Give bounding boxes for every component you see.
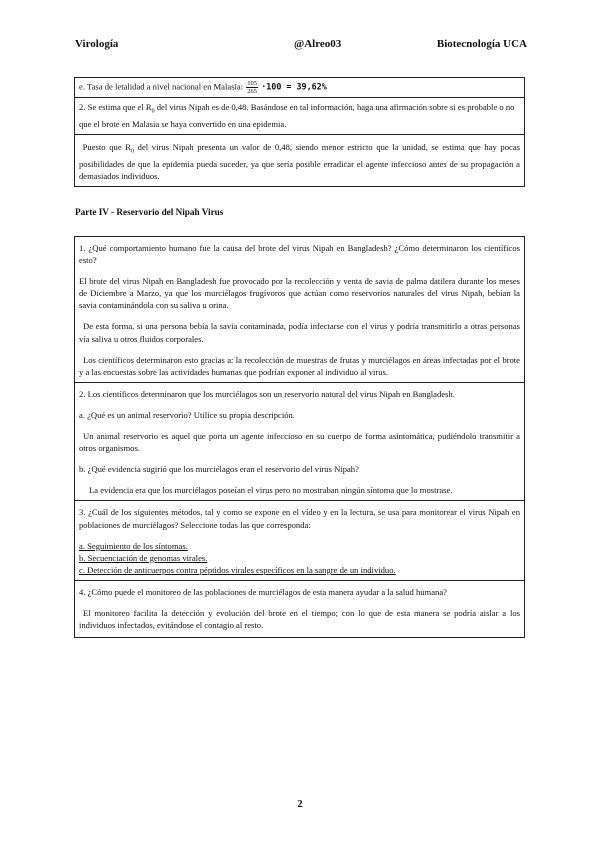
q3-option-c: c. Detección de anticuerpos contra péptidos virales específicos en la sangre de un individuo.	[79, 564, 396, 575]
section-title: Parte IV - Reservorio del Nipah Virus	[75, 207, 224, 217]
q2b-question: b. ¿Qué evidencia sugirió que los murciélagos eran el reservorio del virus Nipah?	[79, 464, 359, 475]
q2-question: 2. Los científicos determinaron que los murciélagos son un reservorio natural del virus Nipah en Bangladesh.	[79, 388, 455, 399]
q1-answer-p1: El brote del virus Nipah en Bangladesh fue provocado por la recolección y venta de savia de palma datilera durante los meses de Diciembre a Marzo, ya que los murciélagos frugívoros que actúan como reservorios naturales del virus Nipah, bebían la savia contaminándola con su saliva u orina.	[79, 276, 520, 311]
top-answer-box	[74, 77, 525, 187]
fraction-denominator: 265	[247, 88, 258, 95]
lethality-result: ·100 = 39,62%	[261, 81, 327, 92]
q2a-answer: Un animal reservorio es aquel que porta un agente infeccioso en su cuerpo de forma asintomática, pudiéndolo transmitir a otros organismos.	[79, 431, 520, 454]
r0-question-text-b: del virus Nipah es de 0,48. Basándose en tal información, haga una afirmación sobre si es probable o no que el brote en Malasia se haya convertido en una epidemia.	[79, 102, 515, 129]
header-degree: Biotecnología UCA	[436, 38, 527, 50]
q3-question: 3. ¿Cuál de los siguientes métodos, tal y como se expone en el vídeo y en la lectura, se usa para monitorear el virus Nipah en poblaciones de murciélagos? Seleccione todas las que corresponda:	[79, 507, 520, 530]
fraction-numerator: 105	[247, 80, 258, 87]
q4-answer: El monitoreo facilita la detección y evolución del brote en el tiempo; con lo que de esta manera se podría aislar a los individuos infectados, evitándose el contagio al resto.	[79, 607, 520, 631]
q1-answer-p3: Los científicos determinaron esto gracias a: la recolección de muestras de frutas y murciélagos en áreas infectadas por el brote y a las encuestas sobre las actividades humanas que podrían exponer al individuo al virus.	[79, 354, 520, 377]
header-subject: Virología	[75, 38, 119, 50]
r0-answer-text-a: Puesto que R	[82, 141, 132, 152]
q3-option-a: a. Seguimiento de los síntomas.	[79, 540, 188, 551]
lethality-fraction	[246, 80, 258, 95]
lethality-label: e. Tasa de letalidad a nivel nacional en Malasia:	[79, 81, 244, 92]
r0-question	[75, 98, 524, 135]
q2a-question: a. ¿Qué es un animal reservorio? Utilice su propia descripción.	[79, 409, 295, 420]
q2b-answer: La evidencia era que los murciélagos poseían el virus pero no mostraban ningún síntoma que lo mostrase.	[89, 485, 453, 496]
r0-answer-subscript: 0	[131, 148, 135, 155]
q1-question: 1. ¿Qué comportamiento humano fue la causa del brote del virus Nipah en Bangladesh? ¿Cómo determinaron los científicos esto?	[79, 243, 520, 266]
page-header	[75, 38, 527, 54]
r0-question-text-a: 2. Se estima que el R	[79, 102, 152, 112]
part-iv-box	[74, 236, 525, 638]
q4-question: 4. ¿Cómo puede el monitoreo de las poblaciones de murciélagos de esta manera ayudar a la salud humana?	[79, 586, 447, 597]
q1-cell	[75, 237, 524, 383]
q4-cell	[75, 581, 524, 637]
q1-answer-p2: De esta forma, si una persona bebía la savia contaminada, podía infectarse con el virus y podría transmitirlo a otras personas vía saliva u otros fluidos corporales.	[79, 321, 520, 344]
q3-option-b: b. Secuenciación de genomas virales.	[79, 552, 208, 563]
r0-answer	[75, 135, 524, 186]
q3-cell	[75, 501, 524, 580]
lethality-row	[75, 78, 524, 98]
r0-answer-text-b: del virus Nipah presenta un valor de 0,48, siendo menor estricto que la unidad, se estima que hay pocas posibilidades de que la epidemia pueda suceder, ya que sería posible erradicar el agente infeccioso antes de su propagación a demasiados individuos.	[79, 141, 520, 181]
header-author: @Alreo03	[294, 38, 342, 50]
page-number: 2	[297, 799, 303, 810]
q2-cell	[75, 383, 524, 502]
r0-subscript: 0	[151, 108, 155, 115]
